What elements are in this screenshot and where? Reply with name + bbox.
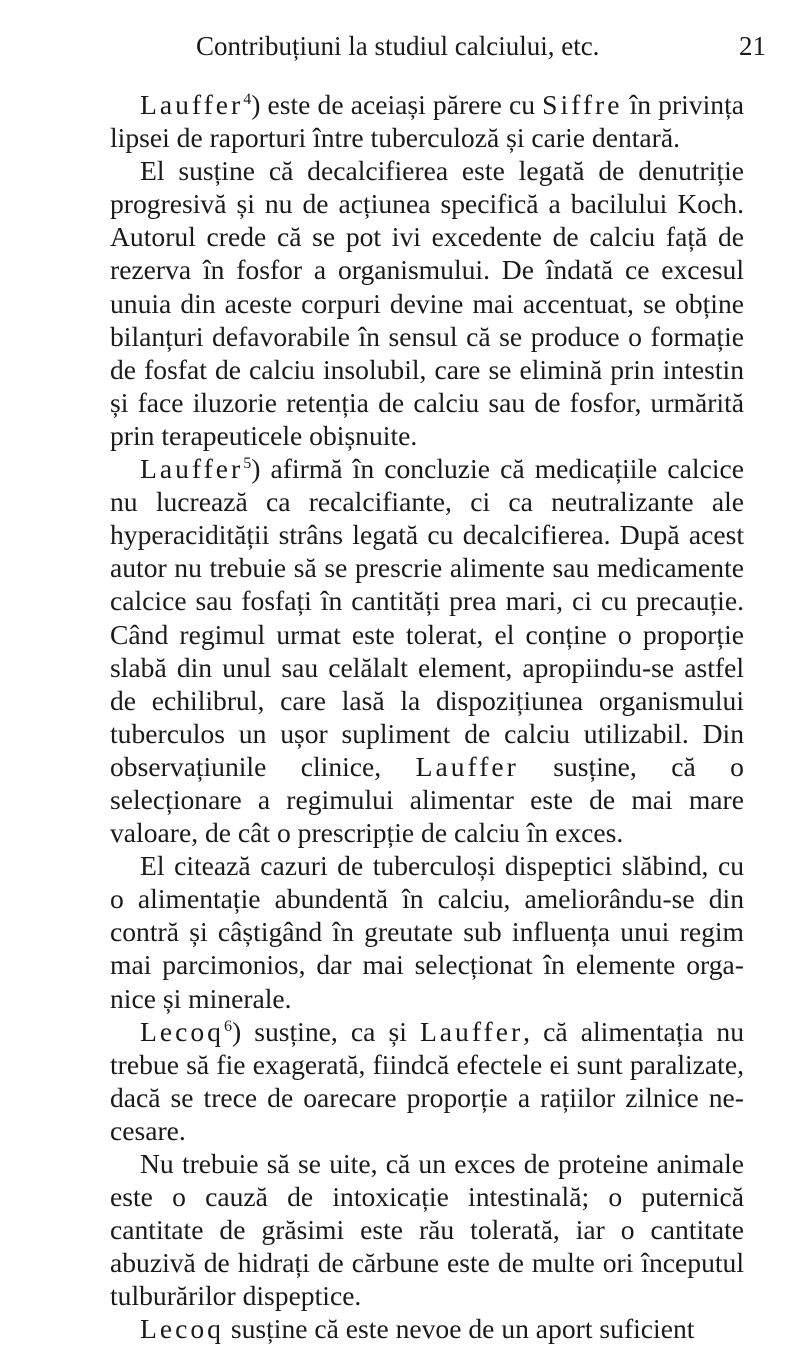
paragraph-text: susține, că o selecționare a regimului alimentar este de mai mare valoare, de cât o prescripție de calciu în exces. — [110, 750, 744, 849]
paragraph-text: ) afirmă în concluzie că medicațiile calcice nu lucrează ca recalcifiante, ci ca neutralizante ale hyperacidității strâns legată cu decalcifierea. După acest autor nu trebuie să se prescrie alimente sau medicamente calcice sau fosfați în cantități prea mari, ci cu precauție. Când regimul urmat este tolerat, el conține o proporție slabă din unul sau celălalt element, apropiindu-se astfel de echilibrul, care lasă la dispozițiunea organismului tuberculos un ușor supliment de calciu utilizabil. Din observațiunile clinice, — [110, 453, 744, 782]
paragraph-text: , că alimentația nu trebue să fie exagerată, fiindcă efectele ei sunt paralizate, dacă se trece de oarecare proporție a rațiilor zilnice necesare. — [110, 1015, 745, 1146]
author-name: Lauffer — [415, 750, 519, 782]
paragraph-text: în privința lipsei de raporturi între tuberculoză și carie dentară. — [110, 89, 745, 154]
footnote-ref: 5 — [243, 455, 252, 473]
footnote-ref: 6 — [223, 1017, 232, 1035]
footnote-ref: 4 — [243, 91, 252, 108]
paragraph-7 — [110, 1312, 744, 1345]
running-title: Contribuțiuni la studiul calciului, etc. — [196, 31, 600, 61]
paragraph-2: El susține că decalcifierea este legată de denutriție progresivă și nu de acțiunea specifică a bacilului Koch. Autorul crede că se pot ivi excedente de calciu față de rezerva în fosfor a organismului. De îndată ce excesul unuia din aceste corpuri devine mai accentuat, se obține bilanțuri defavorabile în sensul că se produce o formație de fosfat de calciu insolubil, care se elimină prin intestin și face iluzorie retenția de calciu sau de fosfor, urmărită prin terapeuticele obișnuite. — [110, 155, 744, 451]
author-name: Lecoq — [140, 1015, 224, 1047]
running-head — [196, 26, 766, 66]
paragraph-6: Nu trebuie să se uite, că un exces de proteine animale este o cauză de intoxicație intestinală; o puternică cantitate de grăsimi este rău tolerată, iar o cantitate abuzivă de hidrați de cărbune este de multe ori începutul tulburărilor dispeptice. — [110, 1148, 744, 1312]
paragraph-text: ) susține, ca și — [231, 1015, 420, 1047]
author-name: Lauffer — [140, 453, 244, 485]
author-name: Lauffer — [419, 1015, 524, 1047]
paragraph-5 — [110, 1015, 744, 1147]
author-name: Lauffer — [140, 89, 244, 120]
paragraph-text: ) este de aceiași părere cu — [251, 89, 543, 120]
author-name: Siffre — [542, 89, 623, 120]
paragraph-1 — [110, 88, 744, 154]
body-text — [110, 88, 744, 1346]
paragraph-4: El citează cazuri de tuberculoși dispeptici slăbind, cu o alimentație abundentă în calciu, ameliorându-se din contră și câștigând în greutate sub influența unui regim mai parcimonios, dar mai selecționat în elemente organice și minerale. — [110, 850, 744, 1014]
paragraph-3 — [110, 452, 744, 849]
author-name: Lecoq — [140, 1313, 224, 1345]
paragraph-text: susține că este nevoe de un aport suficient — [223, 1313, 695, 1345]
page-number: 21 — [739, 31, 766, 61]
